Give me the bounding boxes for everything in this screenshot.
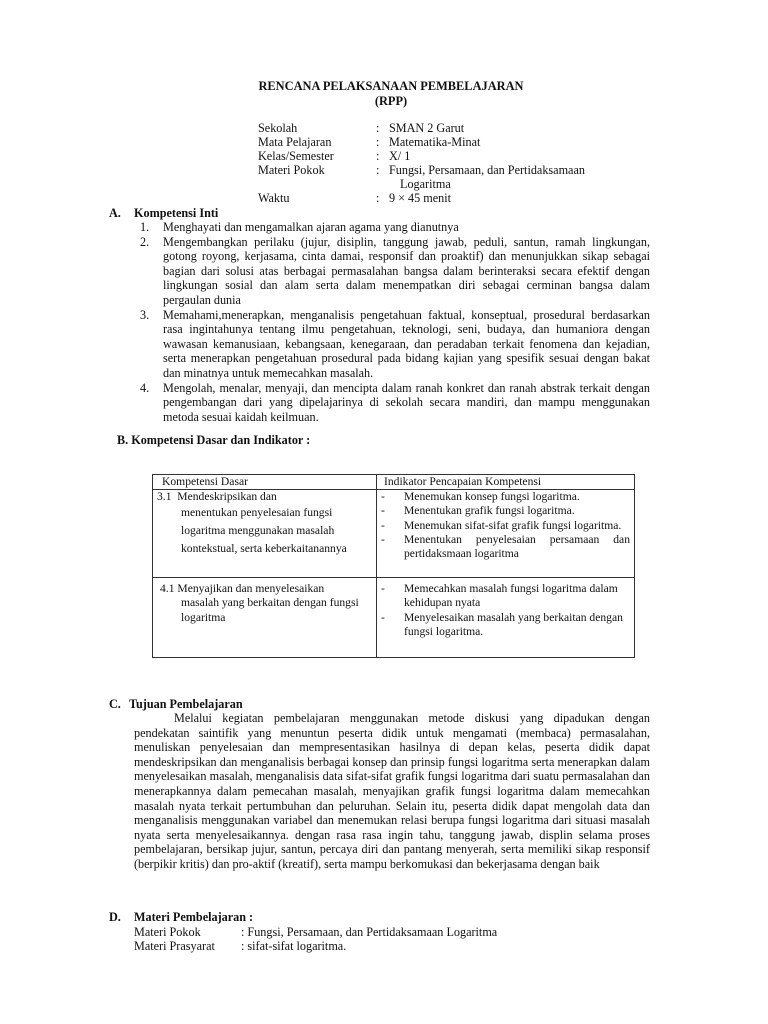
colon: : (376, 135, 380, 149)
label-sekolah: Sekolah (258, 121, 298, 135)
item-text: Menghayati dan mengamalkan ajaran agama yang dianutnya (163, 220, 459, 234)
item-number: 1. (140, 220, 150, 234)
kd-first: Menyajikan dan menyelesaikan (177, 582, 325, 596)
value-mata-pelajaran: Matematika-Minat (389, 135, 481, 149)
section-b-heading: B. Kompetensi Dasar dan Indikator : (117, 433, 311, 447)
label-waktu: Waktu (258, 191, 290, 205)
kd-number: 3.1 (157, 490, 172, 504)
dash: - (381, 518, 385, 532)
section-d-heading: Materi Pembelajaran : (134, 910, 254, 924)
dash: - (381, 490, 385, 504)
list-item (381, 582, 630, 610)
colon: : (376, 163, 380, 177)
colon: : (376, 149, 380, 163)
indicator-text: Menyelesaikan masalah yang berkaitan dengan fungsi logaritma. (404, 610, 623, 638)
section-a-letter: A. (109, 206, 121, 220)
kd-first-line (157, 582, 372, 596)
materi-prasyarat-value: : sifat-sifat logaritma. (241, 939, 347, 953)
dash: - (381, 532, 385, 546)
indikator-list (381, 490, 630, 561)
list-item (140, 220, 650, 235)
list-item (381, 490, 630, 504)
list-item (140, 235, 650, 308)
section-d-letter: D. (109, 910, 121, 924)
kd-first-line (157, 490, 372, 504)
dash: - (381, 582, 385, 596)
kd-cell (153, 490, 377, 578)
item-number: 4. (140, 380, 150, 395)
list-item (381, 504, 630, 518)
section-c-letter: C. (109, 697, 121, 711)
label-mata-pelajaran: Mata Pelajaran (258, 135, 332, 149)
indicator-text: Memecahkan masalah fungsi logaritma dalam kehidupan nyata (404, 582, 618, 610)
list-item (381, 611, 630, 639)
table-row (153, 578, 635, 658)
value-waktu: 9 × 45 menit (389, 191, 452, 205)
value-sekolah: SMAN 2 Garut (389, 121, 465, 135)
table-header-kd: Kompetensi Dasar (153, 475, 377, 490)
list-item (381, 533, 630, 561)
indicator-text: Menentukan penyelesaian persamaan dan pertidaksmaan logaritma (404, 532, 630, 561)
indikator-cell (377, 578, 635, 658)
section-a-heading: Kompetensi Inti (134, 206, 219, 220)
indikator-list (381, 582, 630, 639)
section-c-heading: Tujuan Pembelajaran (129, 697, 243, 711)
materi-pokok-label: Materi Pokok (134, 925, 201, 939)
value-kelas-semester: X/ 1 (389, 149, 411, 163)
materi-pokok-value: : Fungsi, Persamaan, dan Pertidaksamaan Logaritma (241, 925, 498, 939)
kd-number: 4.1 (160, 582, 175, 596)
table-row (153, 490, 635, 578)
item-text: Mengolah, menalar, menyaji, dan mencipta dalam ranah konkret dan ranah abstrak terkait dengan pengembangan dari yang dipelajarinya di sekolah secara mandiri, dan mampu menggunakan metoda sesuai kaidah keilmuan. (163, 380, 650, 424)
kd-rest: menentukan penyelesaian fungsi logaritma menggunakan masalah kontekstual, serta keberkaitanannya (181, 506, 347, 556)
document-subtitle: (RPP) (374, 94, 408, 108)
colon: : (376, 121, 380, 135)
item-text: Memahami,menerapkan, menganalisis pengetahuan faktual, konseptual, prosedural berdasarkan rasa ingintahunya tentang ilmu pengetahuan, teknologi, seni, budaya, dan humaniora dengan wawasan kemanusiaan, kebangsaan, kenegaraan, dan peradaban terkait fenomena dan kejadian, serta menerapkan pengetahuan prosedural pada bidang kajian yang spesifik sesuai dengan bakat dan minatnya untuk memecahkan masalah. (163, 307, 650, 380)
indicator-text: Menemukan sifat-sifat grafik fungsi logaritma. (404, 518, 622, 532)
value-materi-pokok: Fungsi, Persamaan, dan Pertidaksamaan (389, 163, 585, 177)
indicator-text: Menemukan konsep fungsi logaritma. (404, 490, 580, 504)
label-kelas-semester: Kelas/Semester (258, 149, 334, 163)
item-text: Mengembangkan perilaku (jujur, disiplin, tanggung jawab, peduli, santun, ramah lingkungan, gotong royong, kerjasama, cinta damai, responsif dan proaktif) dan menunjukkan sikap sebagai bagian dari solusi atas berbagai permasalahan bangsa dalam berinteraksi secara efektif dengan lingkungan sosial dan alam serta dalam menempatkan diri sebagai cerminan bangsa dalam pergaulan dunia (163, 234, 650, 307)
kd-rest: masalah yang berkaitan dengan fungsi logaritma (181, 596, 359, 624)
materi-prasyarat-label: Materi Prasyarat (134, 939, 215, 953)
list-item (381, 519, 630, 533)
indikator-cell (377, 490, 635, 578)
kd-cell (153, 578, 377, 658)
kompetensi-inti-list (140, 220, 650, 424)
value-materi-pokok-cont: Logaritma (400, 177, 451, 191)
table-header-row (153, 475, 635, 490)
colon: : (376, 191, 380, 205)
dash: - (381, 504, 385, 518)
item-number: 2. (140, 234, 150, 249)
list-item (140, 381, 650, 425)
table-header-indikator: Indikator Pencapaian Kompetensi (377, 475, 635, 490)
label-materi-pokok: Materi Pokok (258, 163, 325, 177)
indicator-text: Menentukan grafik fungsi logaritma. (404, 504, 575, 518)
tujuan-paragraph: Melalui kegiatan pembelajaran menggunakan metode diskusi yang dipadukan dengan pendekatan saintifik yang menuntun peserta didik untuk mengamati (membaca) permasalahan, menuliskan penyelesaian dan mempresentasikan hasilnya di depan kelas, peserta didik dapat mendeskripsikan dan menganalisis berbagai konsep dan prinsip fungsi logaritma serta menerapkan dalam menyelesaikan masalah, menganalisis data sifat-sifat grafik fungsi logaritma dari suatu permasalahan dan menerapkannya dalam pemecahan masalah, menyajikan grafik fungsi logaritma dalam memecahkan masalah nyata terkait pertumbuhan dan peluruhan. Selain itu, peserta didik dapat mengolah data dan menganalisis menggunakan variabel dan menemukan relasi berupa fungsi logaritma dari situasi masalah nyata serta menyelesaikannya. dengan rasa rasa ingin tahu, tanggung jawab, displin selama proses pembelajaran, bersikap jujur, santun, percaya diri dan pantang menyerah, serta memiliki sikap responsif (berpikir kritis) dan pro-aktif (kreatif), serta mampu berkomukasi dan bekerjasama dengan baik (134, 711, 650, 871)
list-item (140, 308, 650, 381)
item-number: 3. (140, 307, 150, 322)
dash: - (381, 610, 385, 624)
kd-first: Mendeskripsikan dan (177, 490, 277, 504)
kompetensi-table (152, 474, 635, 658)
document-title: RENCANA PELAKSANAAN PEMBELAJARAN (258, 79, 524, 93)
